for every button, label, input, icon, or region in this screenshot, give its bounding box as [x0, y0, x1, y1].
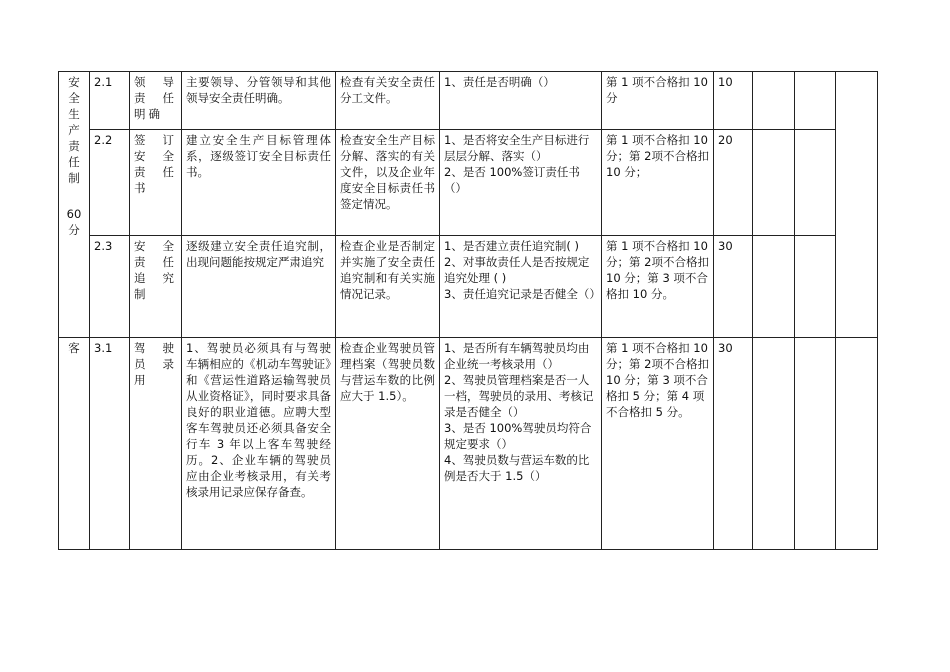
- empty-cell: [795, 236, 836, 338]
- table-row: [59, 338, 878, 550]
- check-line: 3、是否 100%驾驶员均符合规定要求（）: [444, 421, 592, 451]
- empty-cell: [795, 72, 836, 130]
- table-row: [59, 72, 878, 130]
- category-cell: [59, 338, 90, 550]
- empty-cell: [753, 338, 795, 550]
- check-line: 3、责任追究记录是否健全（）: [444, 287, 601, 301]
- item-name: 安全责任追究制: [130, 236, 182, 338]
- item-content: 主要领导、分管领导和其他领导安全责任明确。: [182, 72, 336, 130]
- item-name: 签订安全责任书: [130, 130, 182, 236]
- item-number: 2.2: [90, 130, 130, 236]
- check-line: 4、驾驶员数与营运车数的比例是否大于 1.5（）: [444, 453, 590, 483]
- check-line: 2、驾驶员管理档案是否一人一档，驾驶员的录用、考核记录是否健全（）: [444, 373, 594, 419]
- empty-cell: [795, 130, 836, 236]
- empty-cell: [836, 72, 878, 338]
- inspection-method: 检查企业驾驶员管理档案（驾驶员数与营运车数的比例应大于 1.5）。: [336, 338, 440, 550]
- score: 30: [714, 338, 753, 550]
- check-line: 1、是否建立责任追究制( ): [444, 239, 579, 253]
- score: 20: [714, 130, 753, 236]
- score: 10: [714, 72, 753, 130]
- table-row: [59, 236, 878, 338]
- check-items: [440, 130, 602, 236]
- inspection-method: 检查有关安全责任分工文件。: [336, 72, 440, 130]
- check-items: [440, 72, 602, 130]
- item-number: 2.1: [90, 72, 130, 130]
- empty-cell: [795, 338, 836, 550]
- check-line: 2、是否 100%签订责任书（）: [444, 165, 580, 195]
- inspection-method: 检查企业是否制定并实施了安全责任追究制和有关实施情况记录。: [336, 236, 440, 338]
- empty-cell: [753, 130, 795, 236]
- empty-cell: [836, 338, 878, 550]
- deduction-rule: 第 1 项不合格扣 10 分；第 2项不合格扣 10 分；第 3 项不合格扣 10 分。: [602, 236, 714, 338]
- category-cell: [59, 72, 90, 338]
- category-title: 客: [68, 341, 80, 355]
- item-number: 3.1: [90, 338, 130, 550]
- check-items: [440, 338, 602, 550]
- table-row: [59, 130, 878, 236]
- deduction-rule: 第 1 项不合格扣 10 分: [602, 72, 714, 130]
- check-line: 1、是否所有车辆驾驶员均由企业统一考核录用（）: [444, 341, 590, 371]
- empty-cell: [753, 236, 795, 338]
- score: 30: [714, 236, 753, 338]
- evaluation-table: [58, 71, 878, 550]
- item-content: 建立安全生产目标管理体系，逐级签订安全目标责任书。: [182, 130, 336, 236]
- category-score: 60分: [66, 207, 82, 237]
- item-name: 领导责任明确: [130, 72, 182, 130]
- check-line: 1、责任是否明确（）: [444, 75, 555, 89]
- item-name: 驾驶员录用: [130, 338, 182, 550]
- check-line: 2、对事故责任人是否按规定追究处理 ( ): [444, 255, 590, 285]
- item-content: 逐级建立安全责任追究制，出现问题能按规定严肃追究: [182, 236, 336, 338]
- category-title: 安全生产责任制: [68, 75, 80, 185]
- check-items: [440, 236, 602, 338]
- check-line: 1、是否将安全生产目标进行层层分解、落实（）: [444, 133, 590, 163]
- empty-cell: [753, 72, 795, 130]
- deduction-rule: 第 1 项不合格扣 10 分；第 2项不合格扣 10 分；第 3 项不合格扣 5 分；第 4 项不合格扣 5 分。: [602, 338, 714, 550]
- deduction-rule: 第 1 项不合格扣 10 分；第 2项不合格扣 10 分；: [602, 130, 714, 236]
- inspection-method: 检查安全生产目标分解、落实的有关文件，以及企业年度安全目标责任书签定情况。: [336, 130, 440, 236]
- item-number: 2.3: [90, 236, 130, 338]
- item-content: 1、驾驶员必须具有与驾驶车辆相应的《机动车驾驶证》和《营运性道路运输驾驶员从业资格证》，同时要求具备良好的职业道德。应聘大型客车驾驶员还必须具备安全行车 3 年以上客车驾驶经历。2、企业车辆的驾驶员应由企业考核录用，有关考核录用记录应保存备查。: [182, 338, 336, 550]
